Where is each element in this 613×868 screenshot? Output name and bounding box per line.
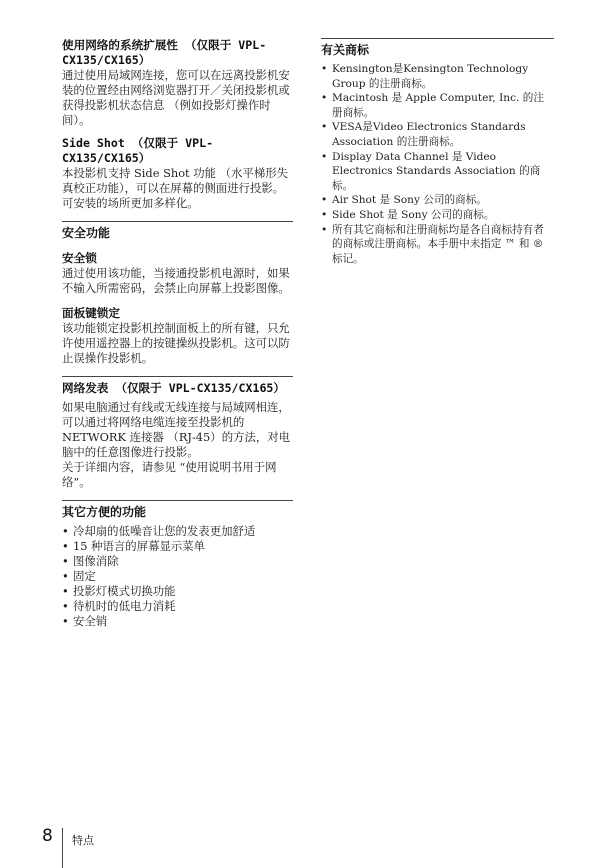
bullet-icon: •	[62, 569, 69, 583]
other-feature-item	[62, 524, 293, 539]
trademark-item-text: Display Data Channel 是 Video Electronics Standards Association 的商标。	[332, 150, 541, 192]
other-feature-item-text: 15 种语言的屏幕显示菜单	[73, 539, 206, 553]
other-feature-item-text: 固定	[73, 569, 96, 583]
network-presentation-text: 如果电脑通过有线或无线连接与局域网相连，可以通过将网络电缆连接至投影机的 NETWORK 连接器 （RJ-45）的方法，对电脑中的任意图像进行投影。	[62, 400, 291, 459]
trademark-item	[321, 62, 554, 91]
bullet-icon: •	[62, 539, 69, 553]
bullet-icon: •	[62, 614, 69, 628]
trademark-item-text: Kensington是Kensington Technology Group 的注册商标。	[332, 63, 529, 90]
footer-divider	[62, 828, 63, 868]
other-feature-item	[62, 614, 293, 629]
other-feature-item-text: 待机时的低电力消耗	[73, 599, 176, 613]
bullet-icon: •	[321, 223, 328, 236]
left-column	[62, 38, 293, 629]
page-number: 8	[42, 826, 53, 846]
trademark-item	[321, 91, 554, 120]
bullet-icon: •	[321, 150, 328, 163]
other-feature-item-text: 投影灯模式切换功能	[73, 584, 176, 598]
network-presentation-title: 网络发表 （仅限于 VPL-CX135/CX165）	[62, 381, 286, 395]
trademark-item	[321, 150, 554, 194]
security-lock-heading: 安全锁	[62, 251, 97, 265]
trademark-item-text: VESA是Video Electronics Standards Association 的注册商标。	[332, 121, 526, 148]
bullet-icon: •	[321, 208, 328, 221]
trademark-item	[321, 223, 554, 267]
network-presentation-reference: 关于详细内容，请参见 “使用说明书用于网络”。	[62, 460, 277, 489]
other-feature-item	[62, 599, 293, 614]
bullet-icon: •	[321, 92, 328, 105]
panel-key-lock-text: 该功能锁定投影机控制面板上的所有键，只允许使用遥控器上的按键操纵投影机。这可以防止误操作投影机。	[62, 321, 290, 365]
other-features-title: 其它方便的功能	[62, 505, 147, 519]
trademark-item	[321, 193, 554, 208]
other-feature-item	[62, 584, 293, 599]
network-expansion-text: 通过使用局域网连接，您可以在远离投影机安装的位置经由网络浏览器打开／关闭投影机或获得投影机状态信息 （例如投影灯操作时间）。	[62, 68, 290, 127]
bullet-icon: •	[321, 121, 328, 134]
trademark-item-text: Side Shot 是 Sony 公司的商标。	[332, 208, 495, 221]
other-feature-item	[62, 539, 293, 554]
bullet-icon: •	[62, 554, 69, 568]
side-shot-text: 本投影机支持 Side Shot 功能 （水平梯形失真校正功能），可以在屏幕的侧面进行投影。可安装的场所更加多样化。	[62, 166, 289, 210]
network-expansion-heading: 使用网络的系统扩展性 （仅限于 VPL-CX135/CX165）	[62, 38, 267, 67]
other-feature-item-text: 冷却扇的低噪音让您的发表更加舒适	[73, 524, 256, 538]
trademarks-list	[321, 62, 554, 266]
trademark-item	[321, 120, 554, 149]
bullet-icon: •	[62, 584, 69, 598]
bullet-icon: •	[62, 599, 69, 613]
trademark-item-text: 所有其它商标和注册商标均是各自商标持有者的商标或注册商标。本手册中未指定 ™ 和 ® 标记。	[332, 223, 544, 265]
bullet-icon: •	[62, 524, 69, 538]
other-feature-item	[62, 569, 293, 584]
right-column	[321, 38, 554, 266]
trademarks-title: 有关商标	[321, 43, 370, 57]
other-feature-item-text: 图像消除	[73, 554, 119, 568]
trademark-item-text: Air Shot 是 Sony 公司的商标。	[332, 194, 487, 207]
other-feature-item-text: 安全销	[73, 614, 108, 628]
footer-section-label: 特点	[72, 834, 94, 847]
bullet-icon: •	[321, 194, 328, 207]
security-section-title: 安全功能	[62, 226, 111, 240]
side-shot-heading: Side Shot （仅限于 VPL-CX135/CX165）	[62, 136, 214, 165]
trademark-item	[321, 208, 554, 223]
bullet-icon: •	[321, 63, 328, 75]
other-feature-item	[62, 554, 293, 569]
panel-key-lock-heading: 面板键锁定	[62, 306, 120, 320]
trademark-item-text: Macintosh 是 Apple Computer, Inc. 的注册商标。	[332, 92, 544, 119]
security-lock-text: 通过使用该功能，当接通投影机电源时，如果不输入所需密码，会禁止向屏幕上投影图像。	[62, 266, 290, 295]
other-features-list	[62, 524, 293, 629]
